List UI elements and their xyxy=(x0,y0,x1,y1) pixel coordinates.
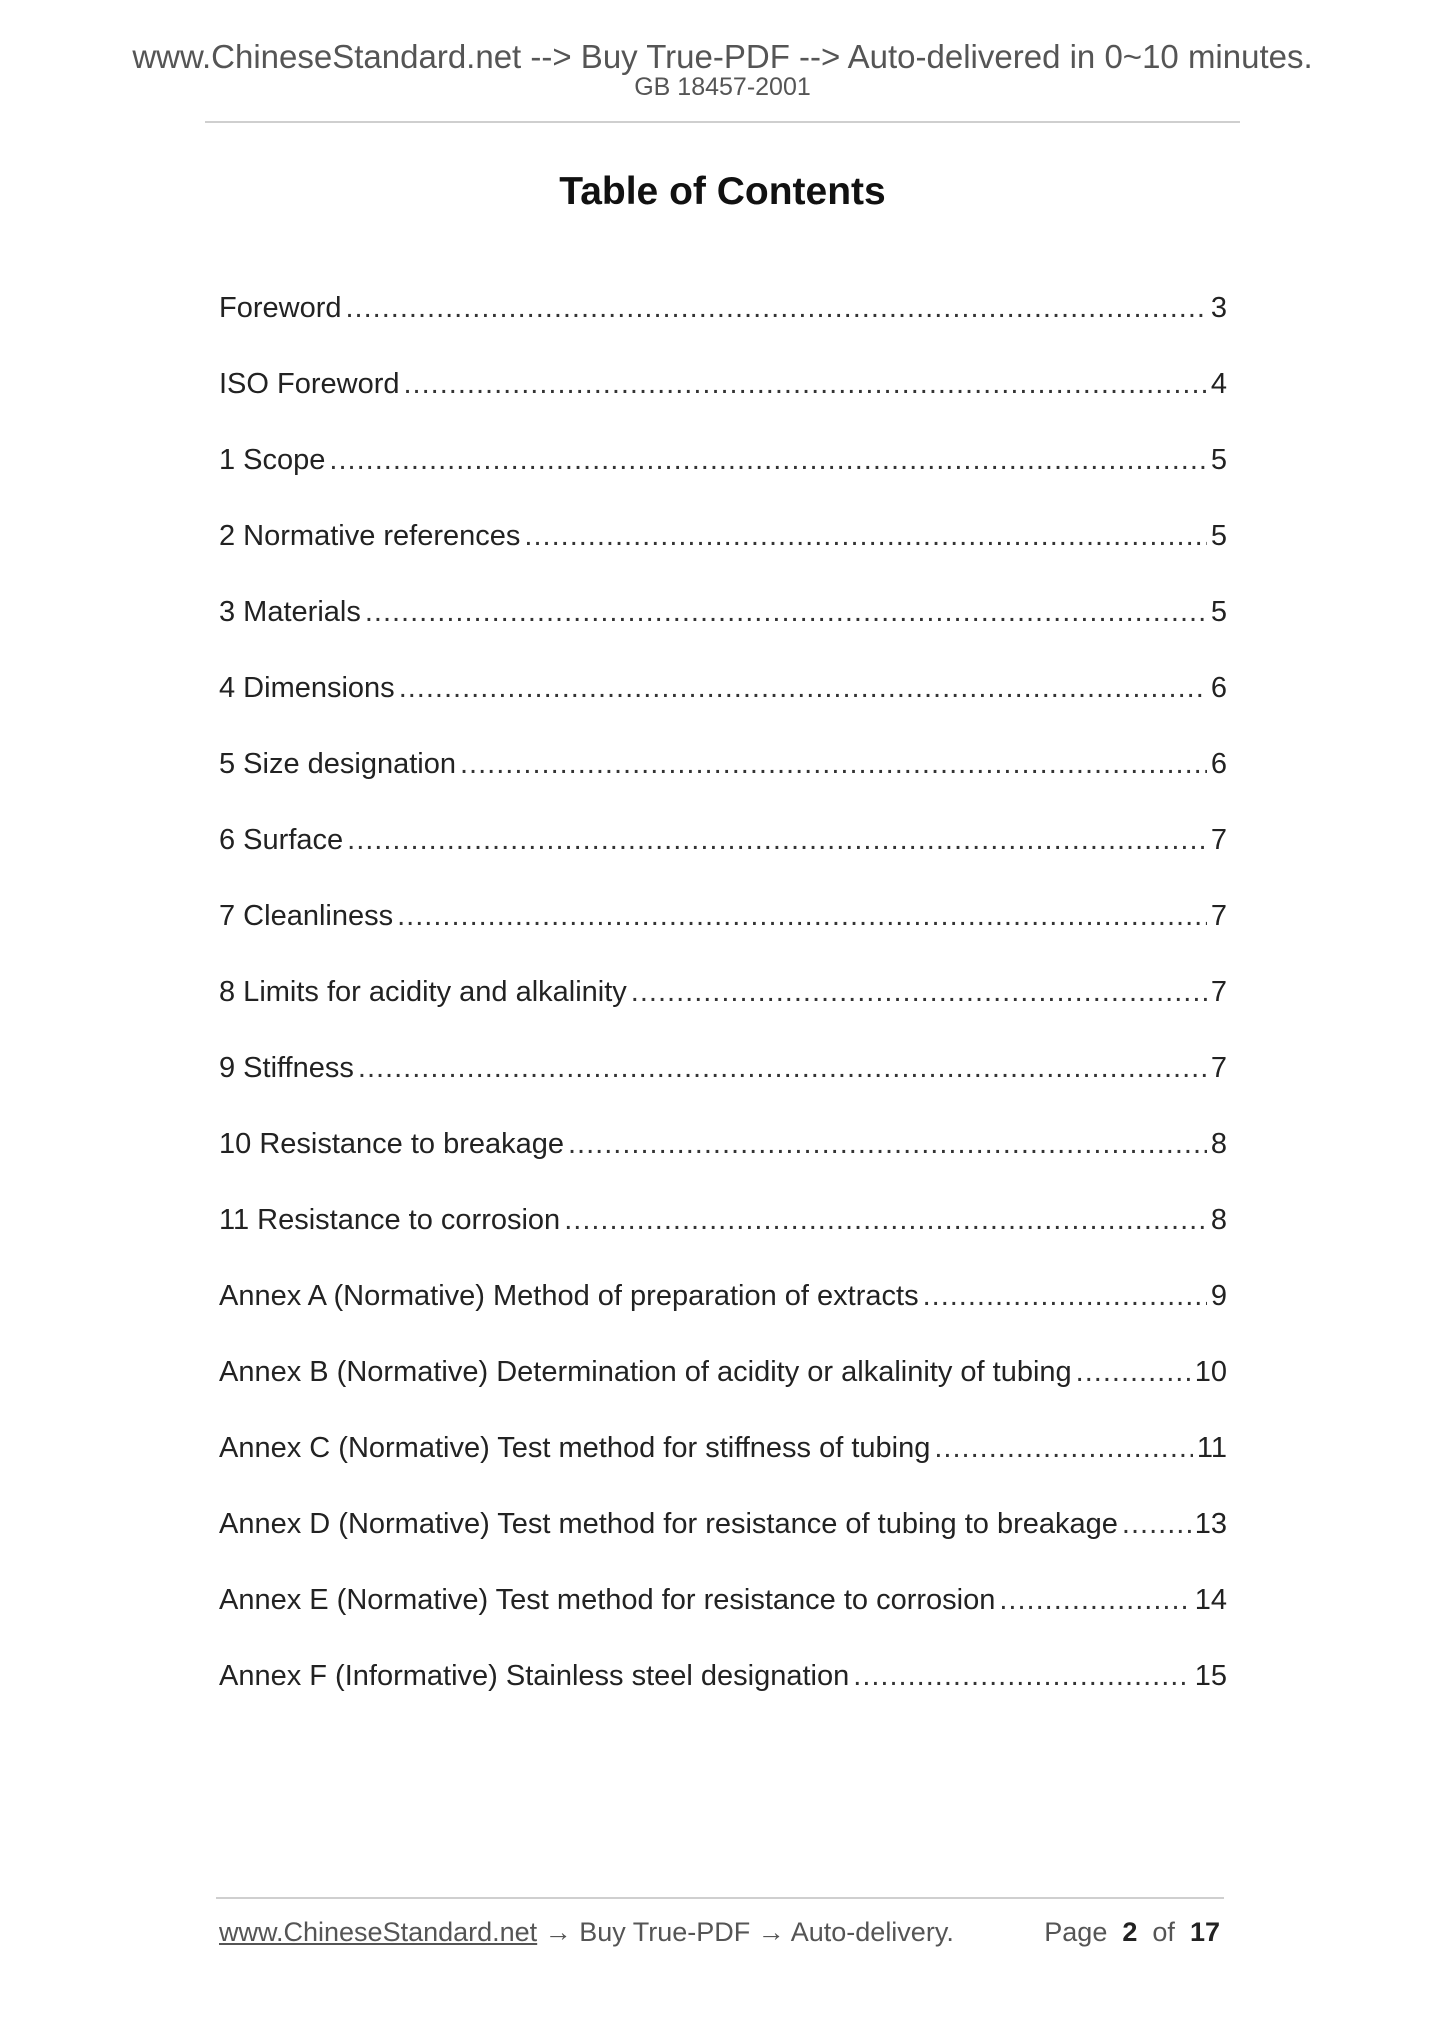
page-title: Table of Contents xyxy=(559,170,886,213)
footer-divider xyxy=(216,1897,1224,1899)
toc-entry-label: 4 Dimensions xyxy=(219,672,395,704)
toc-entry[interactable] xyxy=(219,740,1227,816)
toc-entry[interactable] xyxy=(219,816,1227,892)
total-page-count: 17 xyxy=(1189,1917,1220,1947)
toc-entry[interactable] xyxy=(219,1576,1227,1652)
toc-entry[interactable] xyxy=(219,284,1227,360)
top-banner: www.ChineseStandard.net --> Buy True-PDF --> Auto-delivered in 0~10 minutes. xyxy=(132,38,1313,75)
toc-leader-dots xyxy=(631,968,1207,1016)
toc-leader-dots xyxy=(358,1044,1207,1092)
toc-entry-page: 6 xyxy=(1210,672,1227,704)
toc-entry[interactable] xyxy=(219,1120,1227,1196)
toc-entry-label: 8 Limits for acidity and alkalinity xyxy=(219,976,627,1008)
toc-entry-page: 5 xyxy=(1210,596,1227,628)
toc-leader-dots xyxy=(524,512,1206,560)
footer-tagline xyxy=(219,1917,954,1948)
toc-entry-page: 7 xyxy=(1210,1052,1227,1084)
toc-entry-label: 9 Stiffness xyxy=(219,1052,354,1084)
toc-leader-dots xyxy=(399,664,1207,712)
toc-list xyxy=(219,284,1227,1728)
toc-leader-dots xyxy=(346,284,1207,332)
toc-entry-label: 3 Materials xyxy=(219,596,361,628)
toc-entry-page: 11 xyxy=(1196,1432,1227,1464)
toc-entry-page: 7 xyxy=(1210,824,1227,856)
toc-entry[interactable] xyxy=(219,1272,1227,1348)
toc-leader-dots xyxy=(404,360,1207,408)
toc-leader-dots xyxy=(460,740,1207,788)
toc-entry[interactable] xyxy=(219,1500,1227,1576)
toc-leader-dots xyxy=(329,436,1206,484)
toc-entry-label: 7 Cleanliness xyxy=(219,900,394,932)
toc-entry-label: Annex B (Normative) Determination of acidity or alkalinity of tubing xyxy=(219,1356,1072,1388)
page-word: Page xyxy=(1044,1917,1108,1947)
toc-entry-label: 2 Normative references xyxy=(219,520,521,552)
toc-leader-dots xyxy=(347,816,1207,864)
toc-entry-page: 7 xyxy=(1210,976,1227,1008)
header-divider xyxy=(205,121,1240,123)
toc-entry-page: 4 xyxy=(1210,368,1227,400)
toc-entry[interactable] xyxy=(219,360,1227,436)
toc-entry-page: 9 xyxy=(1210,1280,1227,1312)
toc-entry[interactable] xyxy=(219,968,1227,1044)
toc-entry-page: 10 xyxy=(1194,1356,1227,1388)
toc-entry[interactable] xyxy=(219,1424,1227,1500)
toc-entry-label: Annex F (Informative) Stainless steel designation xyxy=(219,1660,850,1692)
toc-entry-label: Annex A (Normative) Method of preparation of extracts xyxy=(219,1280,919,1312)
toc-entry-label: 11 Resistance to corrosion xyxy=(219,1204,561,1236)
toc-entry-label: Annex E (Normative) Test method for resistance to corrosion xyxy=(219,1584,996,1616)
toc-entry-page: 7 xyxy=(1210,900,1227,932)
toc-leader-dots xyxy=(853,1652,1190,1700)
toc-entry-label: 6 Surface xyxy=(219,824,344,856)
toc-entry-page: 8 xyxy=(1210,1204,1227,1236)
toc-leader-dots xyxy=(564,1196,1207,1244)
toc-entry-label: Annex C (Normative) Test method for stiffness of tubing xyxy=(219,1432,931,1464)
footer-tagline-text: → Buy True-PDF → Auto-delivery. xyxy=(537,1917,954,1947)
toc-entry[interactable] xyxy=(219,512,1227,588)
current-page-number: 2 xyxy=(1122,1917,1138,1947)
toc-entry-page: 5 xyxy=(1210,520,1227,552)
toc-entry[interactable] xyxy=(219,436,1227,512)
toc-leader-dots xyxy=(1122,1500,1191,1548)
toc-leader-dots xyxy=(568,1120,1207,1168)
toc-entry[interactable] xyxy=(219,664,1227,740)
toc-entry-page: 3 xyxy=(1210,292,1227,324)
toc-entry[interactable] xyxy=(219,1348,1227,1424)
toc-entry-label: Foreword xyxy=(219,292,342,324)
toc-leader-dots xyxy=(1076,1348,1191,1396)
toc-leader-dots xyxy=(397,892,1207,940)
toc-leader-dots xyxy=(923,1272,1207,1320)
toc-entry-label: 10 Resistance to breakage xyxy=(219,1128,564,1160)
toc-entry-label: Annex D (Normative) Test method for resistance of tubing to breakage xyxy=(219,1508,1118,1540)
page-indicator xyxy=(1044,1917,1220,1948)
toc-entry[interactable] xyxy=(219,1652,1227,1728)
toc-entry-page: 8 xyxy=(1210,1128,1227,1160)
toc-entry-page: 15 xyxy=(1194,1660,1227,1692)
document-code: GB 18457-2001 xyxy=(634,73,811,101)
toc-entry-page: 14 xyxy=(1194,1584,1227,1616)
of-word: of xyxy=(1152,1917,1175,1947)
toc-entry-page: 6 xyxy=(1210,748,1227,780)
toc-entry-label: 1 Scope xyxy=(219,444,326,476)
toc-entry[interactable] xyxy=(219,892,1227,968)
toc-entry-page: 13 xyxy=(1194,1508,1227,1540)
toc-entry-label: 5 Size designation xyxy=(219,748,456,780)
toc-leader-dots xyxy=(999,1576,1190,1624)
toc-entry[interactable] xyxy=(219,1044,1227,1120)
toc-entry[interactable] xyxy=(219,1196,1227,1272)
toc-entry-label: ISO Foreword xyxy=(219,368,400,400)
toc-leader-dots xyxy=(365,588,1207,636)
toc-entry[interactable] xyxy=(219,588,1227,664)
toc-entry-page: 5 xyxy=(1210,444,1227,476)
footer-site-link[interactable]: www.ChineseStandard.net xyxy=(219,1917,538,1947)
toc-leader-dots xyxy=(934,1424,1193,1472)
